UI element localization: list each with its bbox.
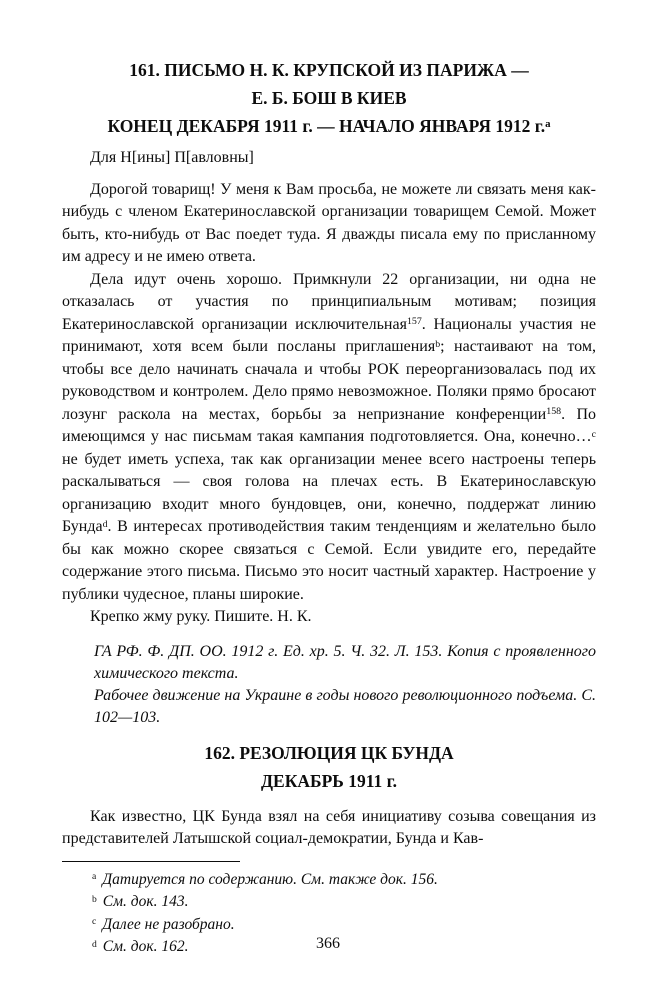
footnote-text: См. док. 143.: [102, 893, 189, 910]
publication-reference-line: Рабочее движение на Украине в годы нового революционного подъема. С. 102—103.: [94, 686, 596, 726]
footnote-text: Далее не разобрано.: [102, 915, 235, 933]
salutation: Для Н[ины] П[авловны]: [90, 149, 254, 166]
footnote-ref: b: [435, 338, 441, 350]
footnote-marker: c: [92, 916, 97, 928]
footnote-b: [62, 891, 596, 914]
footnote-marker: b: [92, 893, 97, 905]
doc-161-heading: [62, 56, 596, 140]
archive-reference-block: [94, 641, 596, 729]
footnote-marker: d: [92, 938, 97, 950]
doc-161-paragraph-1: Дорогой товарищ! У меня к Вам просьба, не можете ли связать меня как-нибудь с членом Екатеринославской организации товарищем Семой. Может быть, кто-нибудь от Вас поедет туда. Я дважды писала ему по присланному им адресу и не имею ответа.: [62, 180, 596, 265]
footnote-text: См. док. 162.: [102, 938, 189, 955]
doc-161-title-line-1: 161. ПИСЬМО Н. К. КРУПСКОЙ ИЗ ПАРИЖА —: [129, 60, 529, 80]
footnote-a: [62, 869, 596, 892]
footnote-ref: d: [102, 518, 108, 530]
doc-161-paragraph-2: Дела идут очень хорошо. Примкнули 22 организации, ни одна не отказалась от участия по принципиальным мотивам; позиция Екатеринославской организации исключительная$^{157}$. Националы участия не принимают, хотя всем были посланы приглашения$^b$; настаивают на том, чтобы все дело начинать сначала и чтобы РОК переорганизовалась под их руководством и контролем. Дело прямо невозможное. Поляки прямо бросают лозунг раскола на местах, борьбы за непризнание конференции$^{158}$. По имеющимся у нас письмам такая кампания подготовляется. Она, конечно…$^c$ не будет иметь успеха, так как организации менее всего настроены теперь раскалываться — своя голова на плечах есть. В Екатеринославскую организацию входит много бундовцев, они, конечно, поддержат линию Бунда$^d$. В интересах противодействия таким тенденциям и желательно было бы как можно скорее связаться с Семой. Если увидите его, передайте содержание этого письма. Письмо это носит частный характер. Настроение у публики чудесное, планы широкие.: [62, 270, 596, 603]
doc-162-paragraph: Как известно, ЦК Бунда взял на себя инициативу созыва совещания из представителей Латышской социал-демократии, Бунда и Кав-: [62, 807, 596, 847]
footnote-ref: c: [591, 428, 596, 440]
footnote-c: [62, 914, 596, 937]
footnote-ref: 158: [546, 406, 562, 418]
footnote-separator: [62, 861, 240, 862]
archive-reference-line: ГА РФ. Ф. ДП. ОО. 1912 г. Ед. хр. 5. Ч. 32. Л. 153. Копия с проявленного химического текста.: [94, 642, 596, 682]
page-number: 366: [316, 935, 340, 952]
doc-162-title-line-1: 162. РЕЗОЛЮЦИЯ ЦК БУНДА: [204, 742, 454, 763]
doc-162-title-line-2: ДЕКАБРЬ 1911 г.: [260, 770, 397, 791]
footnote-text: Датируется по содержанию. См. также док. 156.: [102, 870, 438, 888]
doc-161-closing-line: Крепко жму руку. Пишите. Н. К.: [90, 608, 312, 625]
doc-161-title-line-2: Е. Б. БОШ В КИЕВ: [251, 88, 407, 108]
footnote-marker: a: [92, 871, 97, 883]
footnote-ref: a: [545, 118, 551, 131]
doc-162-heading: [62, 739, 596, 795]
footnote-ref: 157: [406, 316, 422, 328]
doc-161-date-line: КОНЕЦ ДЕКАБРЯ 1911 г. — НАЧАЛО ЯНВАРЯ 1912 г.$^a$: [107, 116, 551, 136]
